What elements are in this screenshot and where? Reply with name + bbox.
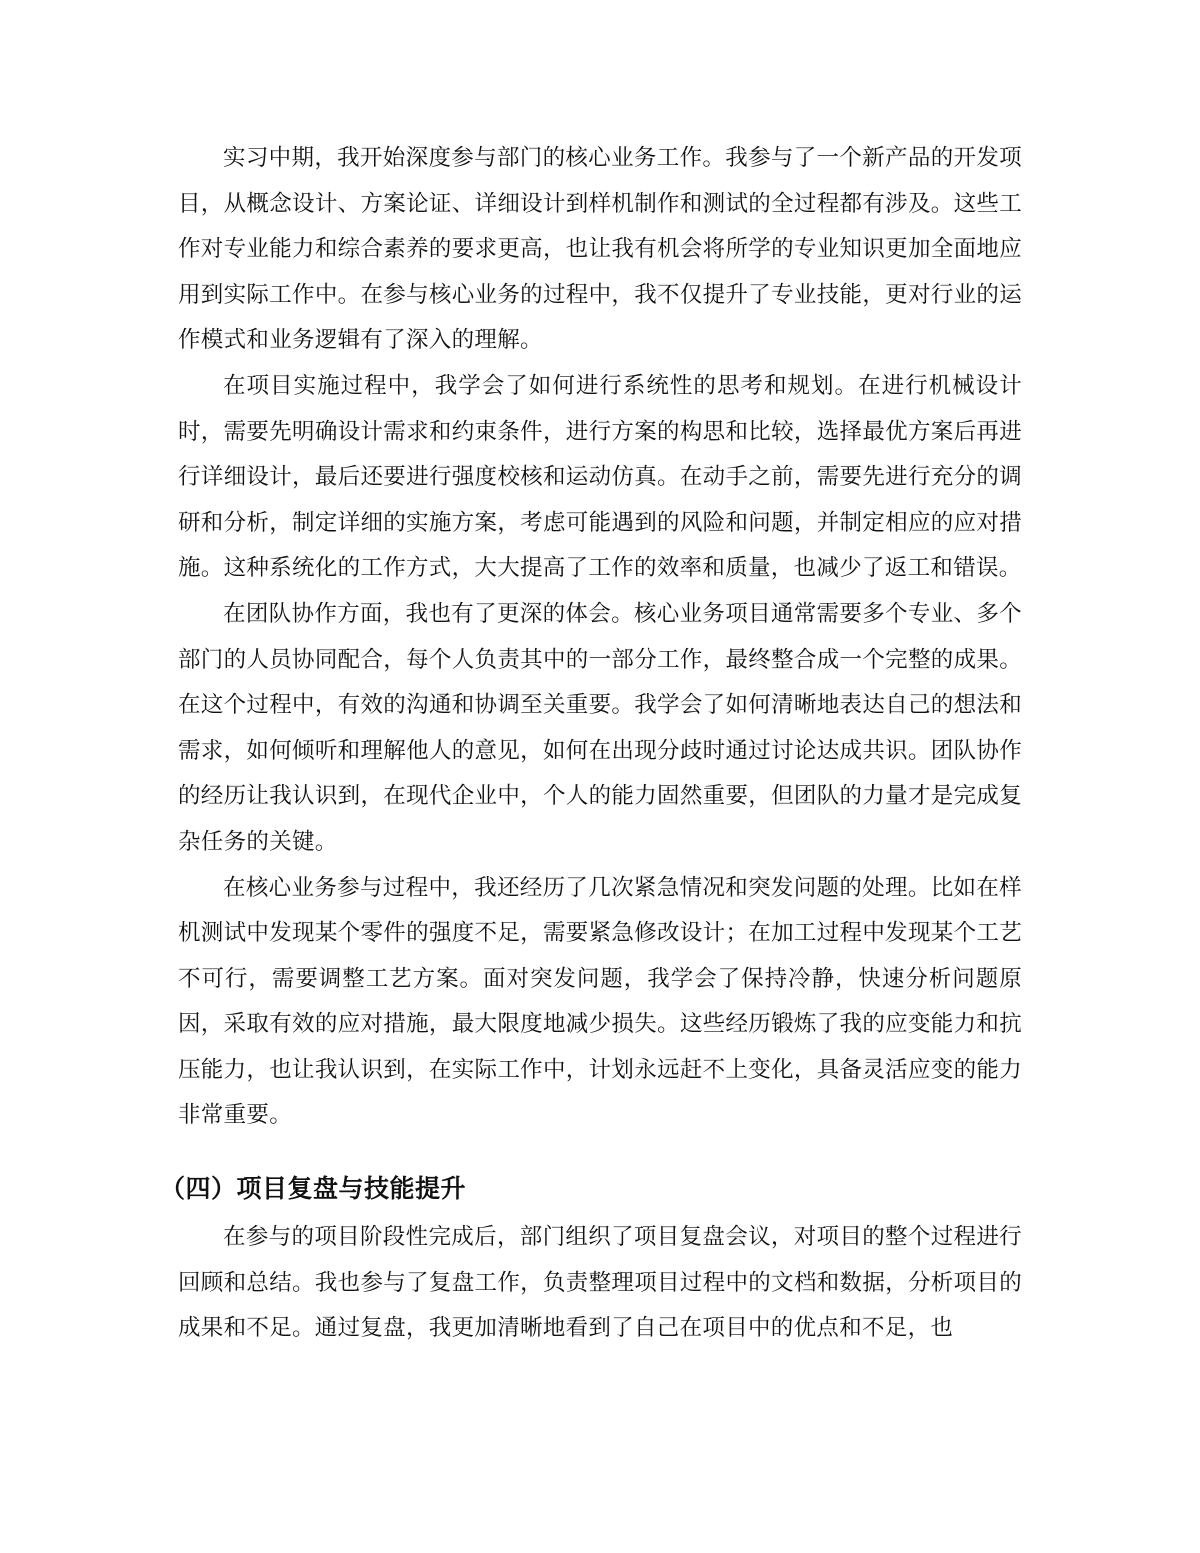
paragraph-project-review: 在参与的项目阶段性完成后，部门组织了项目复盘会议，对项目的整个过程进行回顾和总结。我也参与了复盘工作，负责整理项目过程中的文档和数据，分析项目的成果和不足。通过复盘，我更加清晰地看到了自己在项目中的优点和不足，也 [178, 1224, 1022, 1342]
section-heading: （四）项目复盘与技能提升 [160, 1174, 467, 1204]
paragraph-mid-internship: 实习中期，我开始深度参与部门的核心业务工作。我参与了一个新产品的开发项目，从概念设计、方案论证、详细设计到样机制作和测试的全过程都有涉及。这些工作对专业能力和综合素养的要求更高，也让我有机会将所学的专业知识更加全面地应用到实际工作中。在参与核心业务的过程中，我不仅提升了专业技能，更对行业的运作模式和业务逻辑有了深入的理解。 [178, 145, 1022, 354]
paragraph-emergency-handling: 在核心业务参与过程中，我还经历了几次紧急情况和突发问题的处理。比如在样机测试中发现某个零件的强度不足，需要紧急修改设计；在加工过程中发现某个工艺不可行，需要调整工艺方案。面对突发问题，我学会了保持冷静，快速分析问题原因，采取有效的应对措施，最大限度地减少损失。这些经历锻炼了我的应变能力和抗压能力，也让我认识到，在实际工作中，计划永远赶不上变化，具备灵活应变的能力非常重要。 [178, 874, 1022, 1129]
document-page [160, 136, 1022, 1352]
paragraph-team-collaboration: 在团队协作方面，我也有了更深的体会。核心业务项目通常需要多个专业、多个部门的人员协同配合，每个人负责其中的一部分工作，最终整合成一个完整的成果。在这个过程中，有效的沟通和协调至关重要。我学会了如何清晰地表达自己的想法和需求，如何倾听和理解他人的意见，如何在出现分歧时通过讨论达成共识。团队协作的经历让我认识到，在现代企业中，个人的能力固然重要，但团队的力量才是完成复杂任务的关键。 [178, 600, 1022, 855]
paragraph-project-implementation: 在项目实施过程中，我学会了如何进行系统性的思考和规划。在进行机械设计时，需要先明确设计需求和约束条件，进行方案的构思和比较，选择最优方案后再进行详细设计，最后还要进行强度校核和运动仿真。在动手之前，需要先进行充分的调研和分析，制定详细的实施方案，考虑可能遇到的风险和问题，并制定相应的应对措施。这种系统化的工作方式，大大提高了工作的效率和质量，也减少了返工和错误。 [178, 372, 1022, 582]
